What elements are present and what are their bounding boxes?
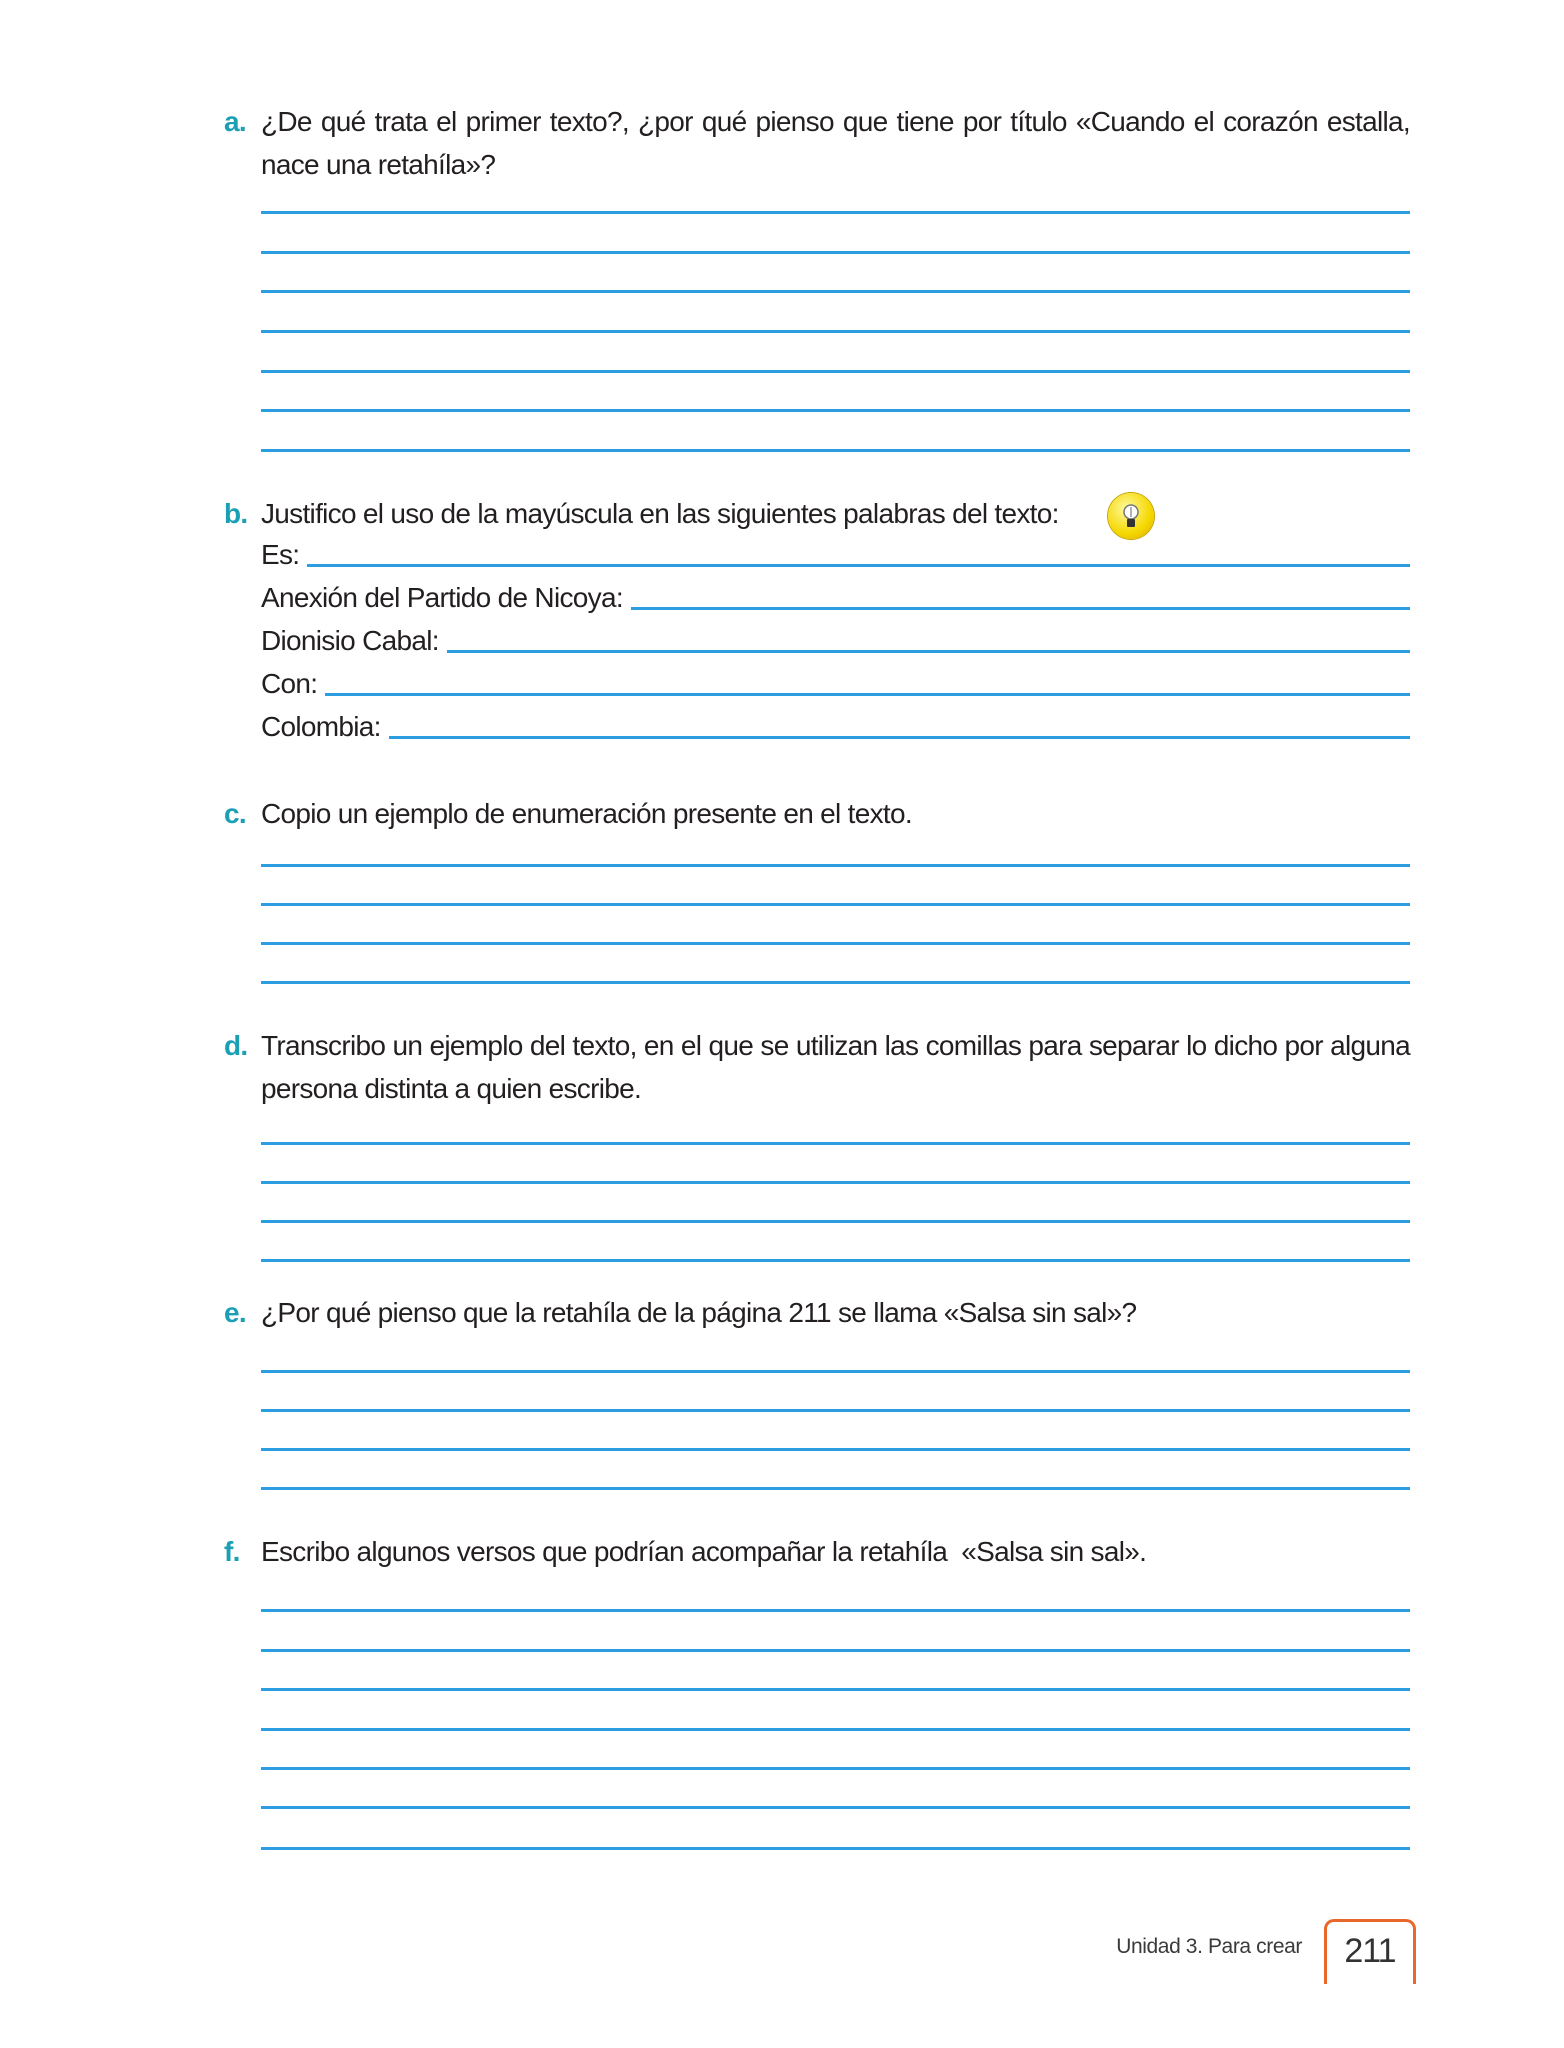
fill-in-colombia bbox=[261, 707, 1410, 743]
answer-line[interactable] bbox=[261, 1259, 1410, 1262]
question-e bbox=[224, 1291, 1410, 1334]
answer-line[interactable] bbox=[261, 251, 1410, 254]
answer-line[interactable] bbox=[261, 1181, 1410, 1184]
answer-line[interactable] bbox=[261, 1649, 1410, 1652]
answer-line[interactable] bbox=[261, 1767, 1410, 1770]
answer-line[interactable] bbox=[261, 1448, 1410, 1451]
answer-line[interactable] bbox=[261, 211, 1410, 214]
answer-line[interactable] bbox=[261, 981, 1410, 984]
answer-line[interactable] bbox=[389, 736, 1410, 739]
question-a bbox=[224, 100, 1410, 186]
question-text: ¿Por qué pienso que la retahíla de la página 211 se llama «Salsa sin sal»? bbox=[261, 1297, 1137, 1328]
question-label: d. bbox=[224, 1030, 248, 1061]
question-d bbox=[224, 1024, 1410, 1110]
fill-in-dionisio-cabal bbox=[261, 621, 1410, 657]
question-f bbox=[224, 1530, 1410, 1573]
question-label: f. bbox=[224, 1536, 240, 1567]
question-text: Justifico el uso de la mayúscula en las siguientes palabras del texto: bbox=[261, 498, 1059, 529]
answer-line[interactable] bbox=[631, 607, 1410, 610]
fill-in-es bbox=[261, 535, 1410, 571]
fill-label: Anexión del Partido de Nicoya: bbox=[261, 582, 623, 613]
fill-label: Con: bbox=[261, 668, 318, 699]
answer-line[interactable] bbox=[261, 1487, 1410, 1490]
answer-line[interactable] bbox=[261, 290, 1410, 293]
answer-line[interactable] bbox=[261, 1728, 1410, 1731]
question-label: e. bbox=[224, 1297, 246, 1328]
answer-line[interactable] bbox=[261, 864, 1410, 867]
question-label: b. bbox=[224, 498, 248, 529]
answer-line[interactable] bbox=[261, 1609, 1410, 1612]
answer-line[interactable] bbox=[261, 1688, 1410, 1691]
fill-label: Es: bbox=[261, 539, 300, 570]
answer-line[interactable] bbox=[261, 449, 1410, 452]
question-c bbox=[224, 792, 1410, 835]
answer-line[interactable] bbox=[261, 1142, 1410, 1145]
question-label: c. bbox=[224, 798, 246, 829]
answer-line[interactable] bbox=[261, 1370, 1410, 1373]
footer-unit: Unidad 3. Para crear bbox=[1116, 1935, 1302, 1958]
answer-line[interactable] bbox=[261, 409, 1410, 412]
lightbulb-icon bbox=[1108, 493, 1154, 539]
question-label: a. bbox=[224, 106, 246, 137]
question-text: Escribo algunos versos que podrían acompañar la retahíla «Salsa sin sal». bbox=[261, 1536, 1147, 1567]
answer-line[interactable] bbox=[261, 370, 1410, 373]
answer-line[interactable] bbox=[261, 1409, 1410, 1412]
question-text: ¿De qué trata el primer texto?, ¿por qué pienso que tiene por título «Cuando el corazón estalla, nace una retahíla»? bbox=[261, 106, 1410, 180]
answer-line[interactable] bbox=[261, 1220, 1410, 1223]
question-text: Transcribo un ejemplo del texto, en el que se utilizan las comillas para separar lo dicho por alguna persona distinta a quien escribe. bbox=[261, 1030, 1410, 1104]
fill-in-anexion bbox=[261, 578, 1410, 614]
answer-line[interactable] bbox=[261, 942, 1410, 945]
answer-line[interactable] bbox=[261, 903, 1410, 906]
answer-line[interactable] bbox=[261, 330, 1410, 333]
answer-line[interactable] bbox=[261, 1806, 1410, 1809]
fill-label: Dionisio Cabal: bbox=[261, 625, 439, 656]
question-b bbox=[224, 492, 1410, 535]
answer-line[interactable] bbox=[325, 693, 1410, 696]
question-text: Copio un ejemplo de enumeración presente en el texto. bbox=[261, 798, 912, 829]
answer-line[interactable] bbox=[447, 650, 1410, 653]
page-number: 211 bbox=[1324, 1919, 1416, 1984]
answer-line[interactable] bbox=[307, 564, 1410, 567]
answer-line[interactable] bbox=[261, 1847, 1410, 1850]
fill-label: Colombia: bbox=[261, 711, 381, 742]
fill-in-con bbox=[261, 664, 1410, 700]
